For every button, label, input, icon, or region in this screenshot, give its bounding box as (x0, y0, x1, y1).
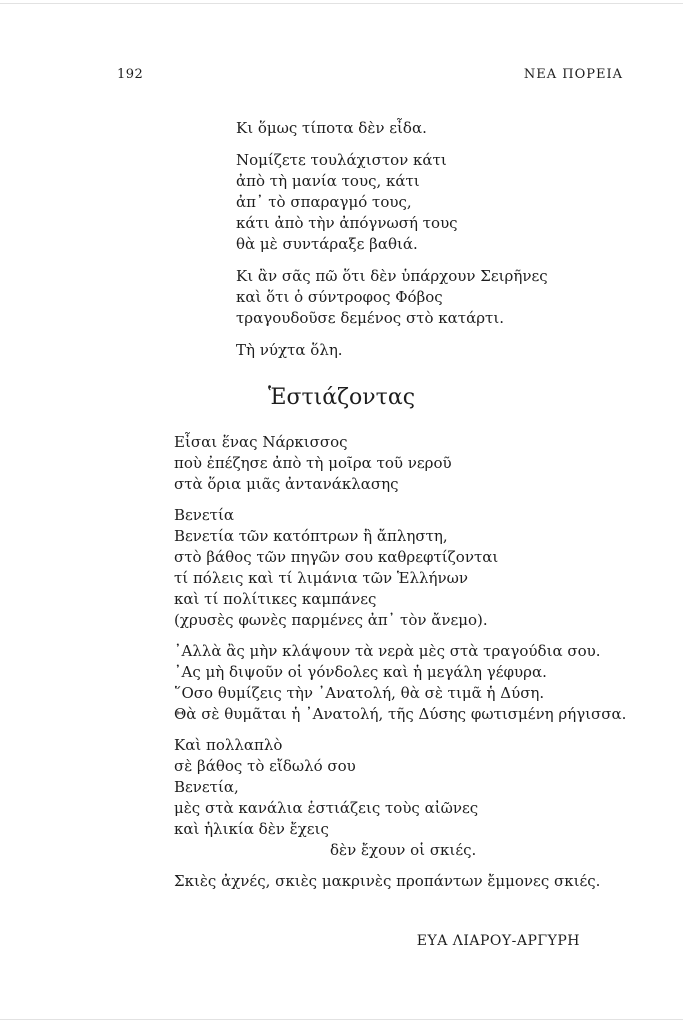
stanza (236, 118, 548, 139)
verse-line: Τὴ νύχτα ὅλη. (236, 341, 343, 359)
verse-line: καὶ ἡλικία δὲν ἔχεις (174, 820, 329, 838)
verse-line: ποὺ ἐπέζησε ἀπὸ τὴ μοῖρα τοῦ νεροῦ (174, 454, 452, 472)
verse-line: Εἶσαι ἕνας Νάρκισσος (174, 433, 348, 451)
verse-line: κάτι ἀπὸ τὴν ἀπόγνωσή τους (236, 214, 458, 232)
verse-line: Βενετία τῶν κατόπτρων ἢ ἄπληστη, (174, 527, 448, 545)
poem-continuation (236, 118, 548, 372)
stanza (174, 505, 626, 631)
verse-line: Καὶ πολλαπλὸ (174, 736, 283, 754)
bottom-scan-line (0, 1019, 683, 1020)
verse-line: τί πόλεις καὶ τί λιμάνια τῶν Ἑλλήνων (174, 569, 468, 587)
verse-line: τραγουδοῦσε δεμένος στὸ κατάρτι. (236, 309, 504, 327)
author-name: ΕΥΑ ΛΙΑΡΟΥ-ΑΡΓΥΡΗ (416, 933, 580, 949)
page-number: 192 (117, 67, 144, 82)
verse-line: στὸ βάθος τῶν πηγῶν σου καθρεφτίζονται (174, 548, 499, 566)
verse-line: (χρυσὲς φωνὲς παρμένες ἀπ᾽ τὸν ἄνεμο). (174, 611, 488, 629)
verse-line: Κι ἂν σᾶς πῶ ὅτι δὲν ὑπάρχουν Σειρῆνες (236, 267, 548, 285)
verse-line: ἀπ᾽ τὸ σπαραγμό τους, (236, 193, 412, 211)
verse-line: Νομίζετε τουλάχιστον κάτι (236, 151, 447, 169)
verse-line: ἀπὸ τὴ μανία τους, κάτι (236, 172, 420, 190)
stanza (236, 150, 548, 255)
verse-line: στὰ ὅρια μιᾶς ἀντανάκλασης (174, 475, 399, 493)
indented-verse-line: δὲν ἔχουν οἱ σκιές. (330, 841, 477, 859)
verse-line: καὶ τί πολίτικες καμπάνες (174, 590, 377, 608)
stanza (236, 340, 548, 361)
stanza (174, 432, 626, 495)
verse-line: θὰ μὲ συντάραξε βαθιά. (236, 235, 418, 253)
poem-title: Ἑστιάζοντας (267, 385, 416, 410)
verse-line: Κι ὅμως τίποτα δὲν εἶδα. (236, 119, 427, 137)
verse-line: Θὰ σὲ θυμᾶται ἡ ᾽Ανατολή, τῆς Δύσης φωτισμένη ρήγισσα. (174, 705, 627, 723)
verse-line: σὲ βάθος τὸ εἴδωλό σου (174, 757, 356, 775)
stanza (236, 266, 548, 329)
verse-line: Βενετία (174, 506, 234, 524)
verse-line: Βενετία, (174, 778, 239, 796)
stanza (174, 735, 626, 861)
verse-line: ᾽Ας μὴ διψοῦν οἱ γόνδολες καὶ ἡ μεγάλη γέφυρα. (174, 663, 547, 681)
verse-line: ῞Οσο θυμίζεις τὴν ᾽Ανατολή, θὰ σὲ τιμᾶ ἡ Δύση. (174, 684, 545, 702)
verse-line: μὲς στὰ κανάλια ἑστιάζεις τοὺς αἰῶνες (174, 799, 479, 817)
running-head: ΝΕΑ ΠΟΡΕΙΑ (523, 67, 623, 82)
verse-line: Σκιὲς ἀχνές, σκιὲς μακρινὲς προπάντων ἔμμονες σκιές. (174, 872, 601, 890)
verse-line: καὶ ὅτι ὁ σύντροφος Φόβος (236, 288, 443, 306)
stanza (174, 871, 626, 892)
top-scan-line (0, 3, 683, 4)
stanza (174, 641, 626, 725)
poem-body (174, 432, 626, 902)
verse-line: ᾽Αλλὰ ἂς μὴν κλάψουν τὰ νερὰ μὲς στὰ τραγούδια σου. (174, 642, 601, 660)
